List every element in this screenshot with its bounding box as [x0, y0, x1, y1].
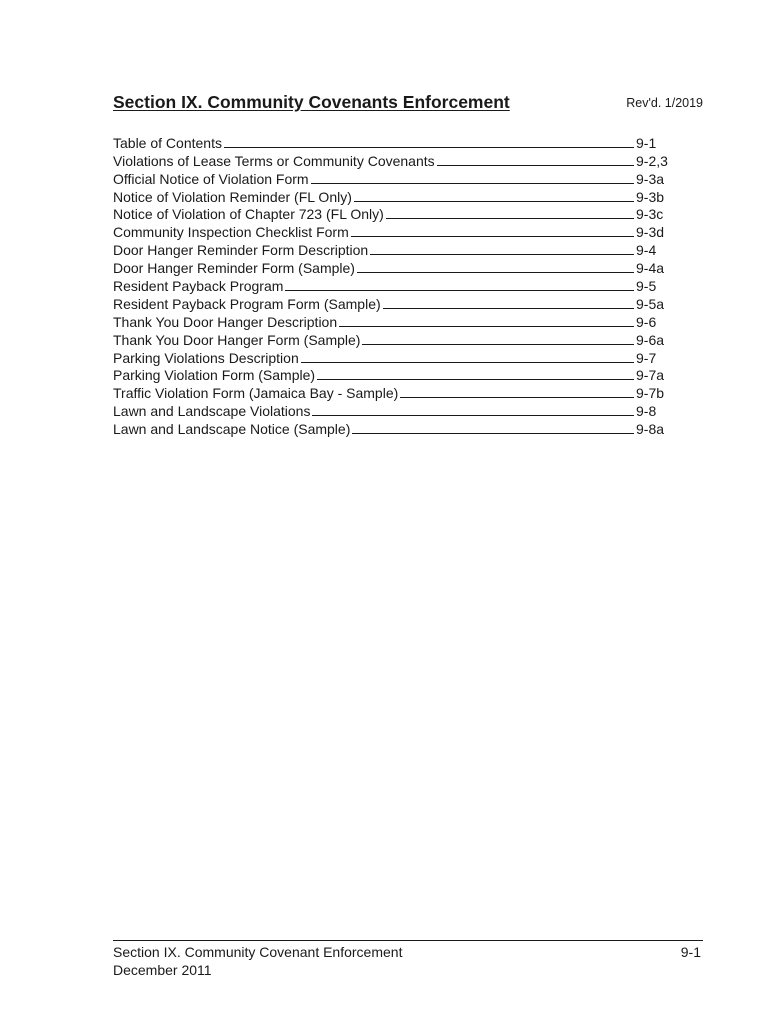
toc-entry-title: Community Inspection Checklist Form: [113, 224, 349, 241]
toc-entry-title: Thank You Door Hanger Form (Sample): [113, 331, 361, 348]
toc-leader-line: [312, 415, 634, 416]
toc-entry: [113, 169, 668, 187]
toc-leader-line: [311, 183, 634, 184]
toc-entry-page: 9-1: [636, 134, 657, 151]
toc-entry-page: 9-4a: [636, 260, 665, 277]
footer-page-number: 9-1: [680, 944, 701, 960]
toc-leader-line: [354, 201, 634, 202]
toc-entry-page: 9-7a: [636, 367, 665, 384]
toc-entry-title: Notice of Violation Reminder (FL Only): [113, 188, 352, 205]
toc-entry: [113, 312, 668, 330]
toc-entry-title: Table of Contents: [113, 134, 222, 151]
toc-leader-line: [400, 397, 634, 398]
toc-entry: [113, 205, 668, 223]
toc-entry: [113, 133, 668, 151]
toc-entry-page: 9-5a: [636, 295, 665, 312]
toc-entry: [113, 240, 668, 258]
toc-entry: [113, 419, 668, 437]
toc-leader-line: [351, 236, 634, 237]
toc-entry: [113, 222, 668, 240]
toc-leader-line: [317, 379, 634, 380]
toc-entry: [113, 366, 668, 384]
toc-leader-line: [339, 326, 634, 327]
toc-leader-line: [437, 165, 634, 166]
toc-entry-page: 9-3b: [636, 188, 665, 205]
toc-entry: [113, 258, 668, 276]
toc-entry-title: Violations of Lease Terms or Community Covenants: [113, 152, 435, 169]
toc-leader-line: [370, 254, 634, 255]
toc-entry-page: 9-3c: [636, 206, 664, 223]
toc-leader-line: [357, 272, 634, 273]
toc-entry: [113, 187, 668, 205]
toc-entry-title: Door Hanger Reminder Form (Sample): [113, 260, 355, 277]
revision-date: Rev'd. 1/2019: [626, 96, 703, 110]
toc-leader-line: [386, 218, 634, 219]
table-of-contents: [113, 133, 668, 437]
toc-entry: [113, 151, 668, 169]
toc-entry: [113, 401, 668, 419]
page-footer: [113, 940, 703, 979]
toc-entry-page: 9-8a: [636, 421, 665, 438]
toc-leader-line: [285, 290, 634, 291]
toc-entry-title: Resident Payback Program: [113, 278, 284, 295]
toc-entry-title: Resident Payback Program Form (Sample): [113, 295, 381, 312]
toc-entry-title: Traffic Violation Form (Jamaica Bay - Sample): [113, 385, 399, 402]
toc-entry-title: Parking Violations Description: [113, 349, 299, 366]
toc-entry: [113, 348, 668, 366]
toc-leader-line: [352, 433, 634, 434]
toc-entry: [113, 294, 668, 312]
toc-entry-page: 9-8: [636, 403, 657, 420]
toc-entry-page: 9-4: [636, 242, 657, 259]
toc-entry-title: Door Hanger Reminder Form Description: [113, 242, 369, 259]
section-title: Section IX. Community Covenants Enforcement: [113, 92, 510, 112]
toc-entry: [113, 276, 668, 294]
toc-entry-page: 9-5: [636, 278, 657, 295]
toc-entry-page: 9-7: [636, 349, 657, 366]
toc-leader-line: [224, 147, 634, 148]
toc-entry: [113, 383, 668, 401]
toc-entry-title: Parking Violation Form (Sample): [113, 367, 316, 384]
toc-entry-page: 9-6: [636, 313, 657, 330]
footer-date: December 2011: [113, 962, 212, 978]
toc-entry-page: 9-2,3: [636, 152, 668, 169]
toc-leader-line: [383, 308, 634, 309]
toc-entry-title: Lawn and Landscape Notice (Sample): [113, 421, 351, 438]
page-header: [113, 92, 703, 118]
toc-entry-title: Thank You Door Hanger Description: [113, 313, 338, 330]
toc-leader-line: [301, 362, 634, 363]
toc-entry: [113, 330, 668, 348]
footer-section-name: Section IX. Community Covenant Enforcement: [113, 944, 403, 960]
toc-entry-page: 9-3a: [636, 170, 665, 187]
toc-entry-title: Lawn and Landscape Violations: [113, 403, 311, 420]
toc-leader-line: [362, 344, 634, 345]
toc-entry-page: 9-7b: [636, 385, 665, 402]
toc-entry-title: Official Notice of Violation Form: [113, 170, 309, 187]
toc-entry-page: 9-3d: [636, 224, 665, 241]
toc-entry-title: Notice of Violation of Chapter 723 (FL Only): [113, 206, 384, 223]
toc-entry-page: 9-6a: [636, 331, 665, 348]
